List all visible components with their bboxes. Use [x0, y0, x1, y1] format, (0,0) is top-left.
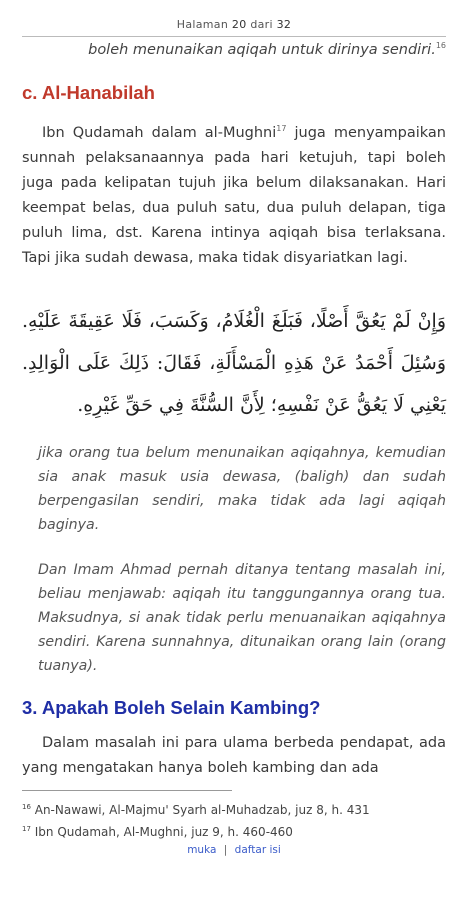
footnote-17: [22, 820, 446, 842]
header-divider: [22, 36, 446, 37]
footnotes: [22, 798, 446, 842]
nav-separator: |: [223, 844, 228, 856]
hanabilah-text-rest: juga menyampaikan sunnah pelaksanaannya pada hari ketujuh, tapi boleh juga pada kelipatan tujuh jika belum dilaksanakan. Hari keempat belas, dua puluh satu, dua puluh delapan, tiga puluh lima, dst. Karena intinya aqiqah bisa terlaksana. Tapi jika sudah dewasa, maka tidak disyariatkan lagi.: [22, 124, 446, 266]
translation-text-1: jika orang tua belum menunaikan aqiqahnya, kemudian sia anak masuk usia dewasa, (baligh) dan sudah berpengasilan sendiri, maka tidak ada lagi aqiqah baginya.: [38, 445, 446, 533]
table-of-contents-link[interactable]: daftar isi: [234, 844, 281, 856]
arabic-quote: [22, 300, 446, 426]
footnote-ref-16[interactable]: 16: [435, 41, 446, 50]
section-3-paragraph: [22, 731, 446, 781]
continued-sentence: [30, 41, 446, 58]
section-heading-hanabilah: c. Al-Hanabilah: [22, 82, 155, 103]
footnote-number: 17: [22, 825, 31, 833]
page-prefix: Halaman: [176, 18, 229, 31]
hanabilah-paragraph: [22, 116, 446, 271]
translation-block-2: [38, 558, 446, 678]
section-3-text: Dalam masalah ini para ulama berbeda pendapat, ada yang mengatakan hanya boleh kambing dan ada: [22, 735, 446, 776]
bottom-navigation: [0, 844, 468, 856]
page-of-label: dari: [250, 18, 273, 31]
translation-block-1: [38, 441, 446, 537]
footnote-divider: [22, 790, 232, 791]
total-page-number: 32: [276, 18, 292, 31]
section-heading-3: 3. Apakah Boleh Selain Kambing?: [22, 697, 321, 718]
translation-text-2: Dan Imam Ahmad pernah ditanya tentang masalah ini, beliau menjawab: aqiqah itu tanggungannya orang tua. Maksudnya, si anak tidak perlu menuanaikan aqiqahnya sendiri. Karena sunnahnya, ditunaikan orang lain (orang tuanya).: [38, 562, 446, 674]
footnote-number: 16: [22, 803, 31, 811]
continued-sentence-text: boleh menunaikan aqiqah untuk dirinya sendiri.: [88, 41, 436, 58]
home-link[interactable]: muka: [187, 844, 217, 856]
hanabilah-text-start: Ibn Qudamah dalam al-Mughni: [42, 124, 277, 141]
footnote-text: Ibn Qudamah, Al-Mughni, juz 9, h. 460-460: [30, 825, 293, 839]
current-page-number: 20: [231, 18, 247, 31]
footnote-text: An-Nawawi, Al-Majmu' Syarh al-Muhadzab, juz 8, h. 431: [30, 803, 370, 817]
arabic-quote-text: وَإِنْ لَمْ يَعُقَّ أَصْلًا، فَبَلَغَ الْغُلَامُ، وَكَسَبَ، فَلَا عَقِيقَةَ عَلَيْهِ. وَسُئِلَ أَحْمَدُ عَنْ هَذِهِ الْمَسْأَلَةِ، فَقَالَ: ذَلِكَ عَلَى الْوَالِدِ. يَعْنِي لَا يَعُقُّ عَنْ نَفْسِهِ؛ لِأَنَّ السُّنَّةَ فِي حَقِّ غَيْرِهِ.: [22, 310, 446, 416]
footnote-16: [22, 798, 446, 820]
page-header: [0, 18, 468, 31]
footnote-ref-17[interactable]: 17: [276, 124, 287, 133]
